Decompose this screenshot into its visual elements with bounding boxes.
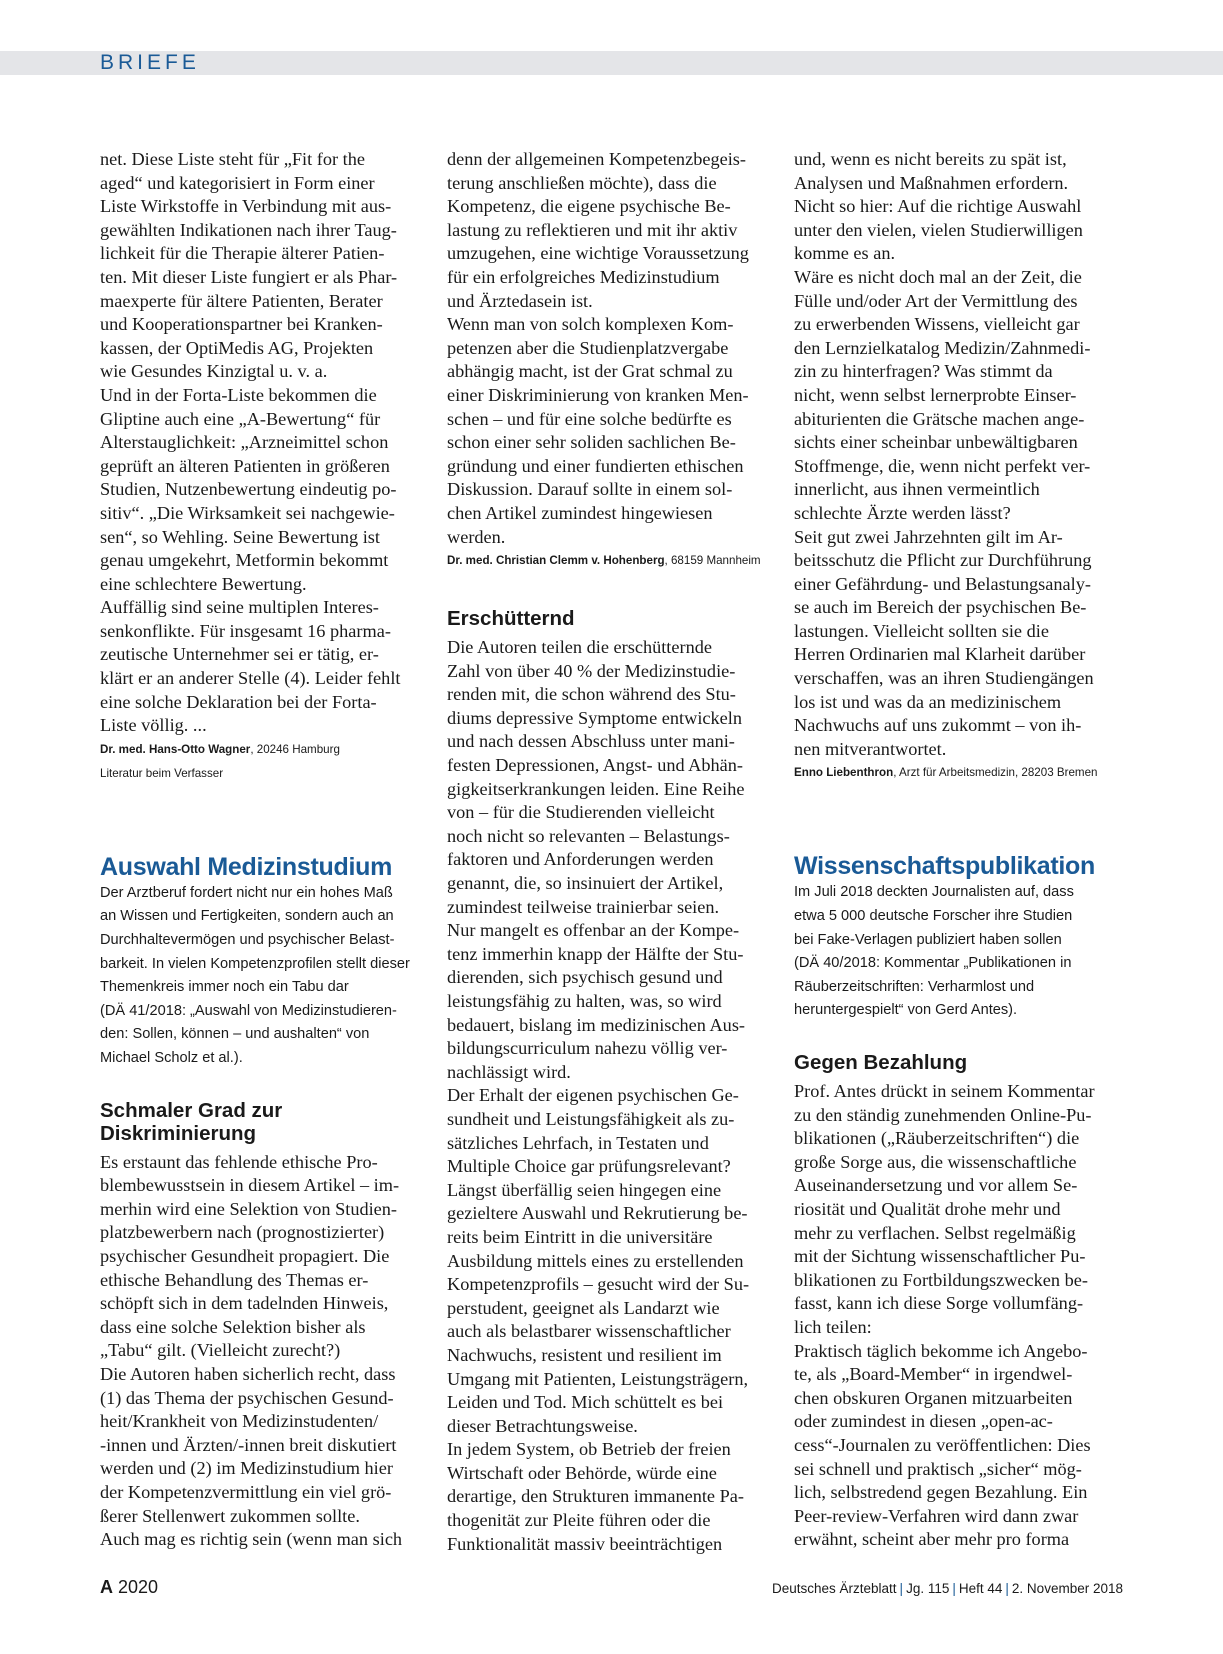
- issue-date: 2. November 2018: [1011, 1581, 1123, 1596]
- author-name: Dr. med. Christian Clemm v. Hohenberg: [447, 554, 665, 568]
- page-prefix: A: [100, 1577, 113, 1597]
- letter-title: Schmaler Grad zur Diskriminierung: [100, 1098, 283, 1145]
- letter-title: Erschütternd: [447, 607, 575, 631]
- letter-body: Die Autoren teilen die erschütternde Zahl von über 40 % der Medizinstudie- renden mit, die schon während des Stu- diums depressive Symptome entwickeln und nach dessen Abschluss unter mani- festen Depressionen, Angst- und Abhän- gigkeitserkrankungen leiden. Eine Reihe von – für die Studierenden vielleicht noch nicht so relevanten – Belastungs- faktoren und Anforderungen werden genannt, die, so insinuiert der Artikel, zumindest teilweise trainierbar seien. Nur mangelt es offenbar an der Kompe- tenz immerhin knapp der Hälfte der Stu- dierenden, sich psychisch gesund und leistungsfähig zu halten, was, so wird bedauert, bislang im medizinischen Aus- bildungscurriculum nahezu völlig ver- nachlässigt wird. Der Erhalt der eigenen psychischen Ge- sundheit und Leistungsfähigkeit als zu- sätzliches Lehrfach, in Testaten und Multiple Choice gar prüfungsrelevant? Längst überfällig seien hingegen eine gezieltere Auswahl und Rekrutierung be- reits beim Eintritt in die universitäre Ausbildung mittels eines zu erstellenden Kompetenzprofils – gesucht wird der Su- perstudent, geeignet als Landarzt wie auch als belastbarer wissenschaftlicher Nachwuchs, resistent und resilient im Umgang mit Patienten, Leistungsträgern, Leiden und Tod. Mich schüttelt es bei dieser Betrachtungsweise. In jedem System, ob Betrieb der freien Wirtschaft oder Behörde, würde eine derartige, den Strukturen immanente Pa- thogenität zur Pleite führen oder die Funktionalität massiv beeinträchtigen: [447, 637, 750, 1554]
- article-lead: Der Arztberuf fordert nicht nur ein hohes Maß an Wissen und Fertigkeiten, sondern auch an Durchhaltevermögen und psychischer Belast- barkeit. In vielen Kompetenzprofilen stellt dieser Themenkreis immer noch ein Tabu dar (DÄ 41/2018: „Auswahl von Medizinstudieren- den: Sollen, können – und aushalten“ von Michael Scholz et al.).: [100, 884, 410, 1066]
- section-title: BRIEFE: [100, 51, 200, 74]
- journal-issue: Heft 44: [958, 1581, 1003, 1596]
- author-name: Dr. med. Hans-Otto Wagner: [100, 742, 251, 756]
- column-3: [794, 148, 1124, 1552]
- letter-signature: [794, 761, 1124, 785]
- literature-note: Literatur beim Verfasser: [100, 766, 224, 780]
- letter-body: und, wenn es nicht bereits zu spät ist, Analysen und Maßnahmen erfordern. Nicht so hier: Auf die richtige Auswahl unter den vielen, vielen Studierwilligen komme es an. Wäre es nicht doch mal an der Zeit, die Fülle und/oder Art der Vermittlung des zu erwerbenden Wissens, vielleicht gar den Lernzielkatalog Medizin/Zahnmedi- zin zu hinterfragen? Was stimmt da nicht, wenn selbst lernerprobte Einser- abiturienten die Grätsche machen ange- sichts einer scheinbar unbewältigbaren Stoffmenge, die, wenn nicht perfekt ver- innerlicht, aus ihnen vermeintlich schlechte Ärzte werden lässt? Seit gut zwei Jahrzehnten gilt im Ar- beitsschutz die Pflicht zur Durchführung einer Gefährdung- und Belastungsanaly- se auch im Bereich der psychischen Be- lastungen. Vielleicht sollten sie die Herren Ordinarien mal Klarheit darüber verschaffen, was an ihren Studiengängen los ist und was da an medizinischem Nachwuchs auf uns zukommt – von ih- nen mitverantwortet.: [794, 149, 1094, 759]
- letter-signature: [100, 738, 430, 762]
- page-number: [100, 1577, 158, 1598]
- letter-signature: [447, 549, 777, 573]
- column-2: [447, 148, 777, 1556]
- letter-title: Gegen Bezahlung: [794, 1051, 968, 1074]
- column-1: [100, 148, 430, 1552]
- article-title: Auswahl Medizinstudium: [100, 852, 393, 881]
- journal-name: Deutsches Ärzteblatt: [771, 1581, 897, 1596]
- letter-body: Es erstaunt das fehlende ethische Pro- blembewusstsein in diesem Artikel – im- merhin wird eine Selektion von Studien- platzbewerbern nach (prognostizierter) psychischer Gesundheit propagiert. Die ethische Behandlung des Themas er- schöpft sich in dem tadelnden Hinweis, dass eine solche Selektion bisher als „Tabu“ gilt. (Vielleicht zurecht?) Die Autoren haben sicherlich recht, dass (1) das Thema der psychischen Gesund- heit/Krankheit von Medizinstudenten/ -innen und Ärzten/-innen breit diskutiert werden und (2) im Medizinstudium hier der Kompetenzvermittlung ein viel grö- ßerer Stellenwert zukommen sollte. Auch mag es richtig sein (wenn man sich: [100, 1151, 403, 1550]
- journal-volume: Jg. 115: [906, 1581, 950, 1596]
- author-location: , 68159 Mannheim: [664, 554, 761, 568]
- author-location: , 20246 Hamburg: [250, 742, 340, 756]
- letter-body: denn der allgemeinen Kompetenzbegeis- terung anschließen möchte), dass die Kompetenz, die eigene psychische Be- lastung zu reflektieren und mit ihr aktiv umzugehen, eine wichtige Voraussetzung für ein erfolgreiches Medizinstudium und Ärztedasein ist. Wenn man von solch komplexen Kom- petenzen aber die Studienplatzvergabe abhängig macht, ist der Grat schmal zu einer Diskriminierung von kranken Men- schen – und für eine solche bedürfte es schon einer sehr soliden sachlichen Be- gründung und einer fundierten ethischen Diskussion. Darauf sollte in einem sol- chen Artikel zumindest hingewiesen werden.: [447, 149, 749, 547]
- page-number-value: 2020: [118, 1577, 159, 1597]
- author-name: Enno Liebenthron: [794, 766, 894, 780]
- article-title: Wissenschaftspublikation: [794, 852, 1095, 881]
- article-lead: Im Juli 2018 deckten Journalisten auf, dass etwa 5 000 deutsche Forscher ihre Studien bei Fake-Verlagen publiziert haben sollen (DÄ 40/2018: Kommentar „Publikationen in Räuberzeitschriften: Verharmlost und heruntergespielt“ von Gerd Antes).: [794, 884, 1074, 1019]
- footer-citation: Deutsches Ärzteblatt | Jg. 115 | Heft 44 | 2. November 2018: [771, 1581, 1123, 1596]
- author-location: , Arzt für Arbeitsmedizin, 28203 Bremen: [893, 766, 1098, 780]
- letter-body: net. Diese Liste steht für „Fit for the aged“ und kategorisiert in Form einer Liste Wirkstoffe in Verbindung mit aus- gewählten Indikationen nach ihrer Taug- lichkeit für die Therapie älterer Patien- ten. Mit dieser Liste fungiert er als Phar- maexperte für ältere Patienten, Berater und Kooperationspartner bei Kranken- kassen, der OptiMedis AG, Projekten wie Gesundes Kinzigtal u. v. a. Und in der Forta-Liste bekommen die Gliptine auch eine „A-Bewertung“ für Alterstauglichkeit: „Arzneimittel schon geprüft an älteren Patienten in größeren Studien, Nutzenbewertung eindeutig po- sitiv“. „Die Wirksamkeit sei nachgewie- sen“, so Wehling. Seine Bewertung ist genau umgekehrt, Metformin bekommt eine schlechtere Bewertung. Auffällig sind seine multiplen Interes- senkonflikte. Für insgesamt 16 pharma- zeutische Unternehmer sei er tätig, er- klärt er an anderer Stelle (4). Leider fehlt eine solche Deklaration bei der Forta- Liste völlig. ...: [100, 149, 401, 736]
- letter-body: Prof. Antes drückt in seinem Kommentar zu den ständig zunehmenden Online-Pu- blikationen („Räuberzeitschriften“) die große Sorge aus, die wissenschaftliche Auseinandersetzung und vor allem Se- riosität und Qualität drohe mehr und mehr zu verflachen. Selbst regelmäßig mit der Sichtung wissenschaftlicher Pu- blikationen zu Fortbildungszwecken be- fasst, kann ich diese Sorge vollumfäng- lich teilen: Praktisch täglich bekomme ich Angebo- te, als „Board-Member“ in irgendwel- chen obskuren Organen mitzuarbeiten oder zumindest in diesen „open-ac- cess“-Journalen zu veröffentlichen: Dies sei schnell und praktisch „sicher“ mög- lich, selbstredend gegen Bezahlung. Ein Peer-review-Verfahren wird dann zwar erwähnt, scheint aber mehr pro forma: [794, 1081, 1095, 1550]
